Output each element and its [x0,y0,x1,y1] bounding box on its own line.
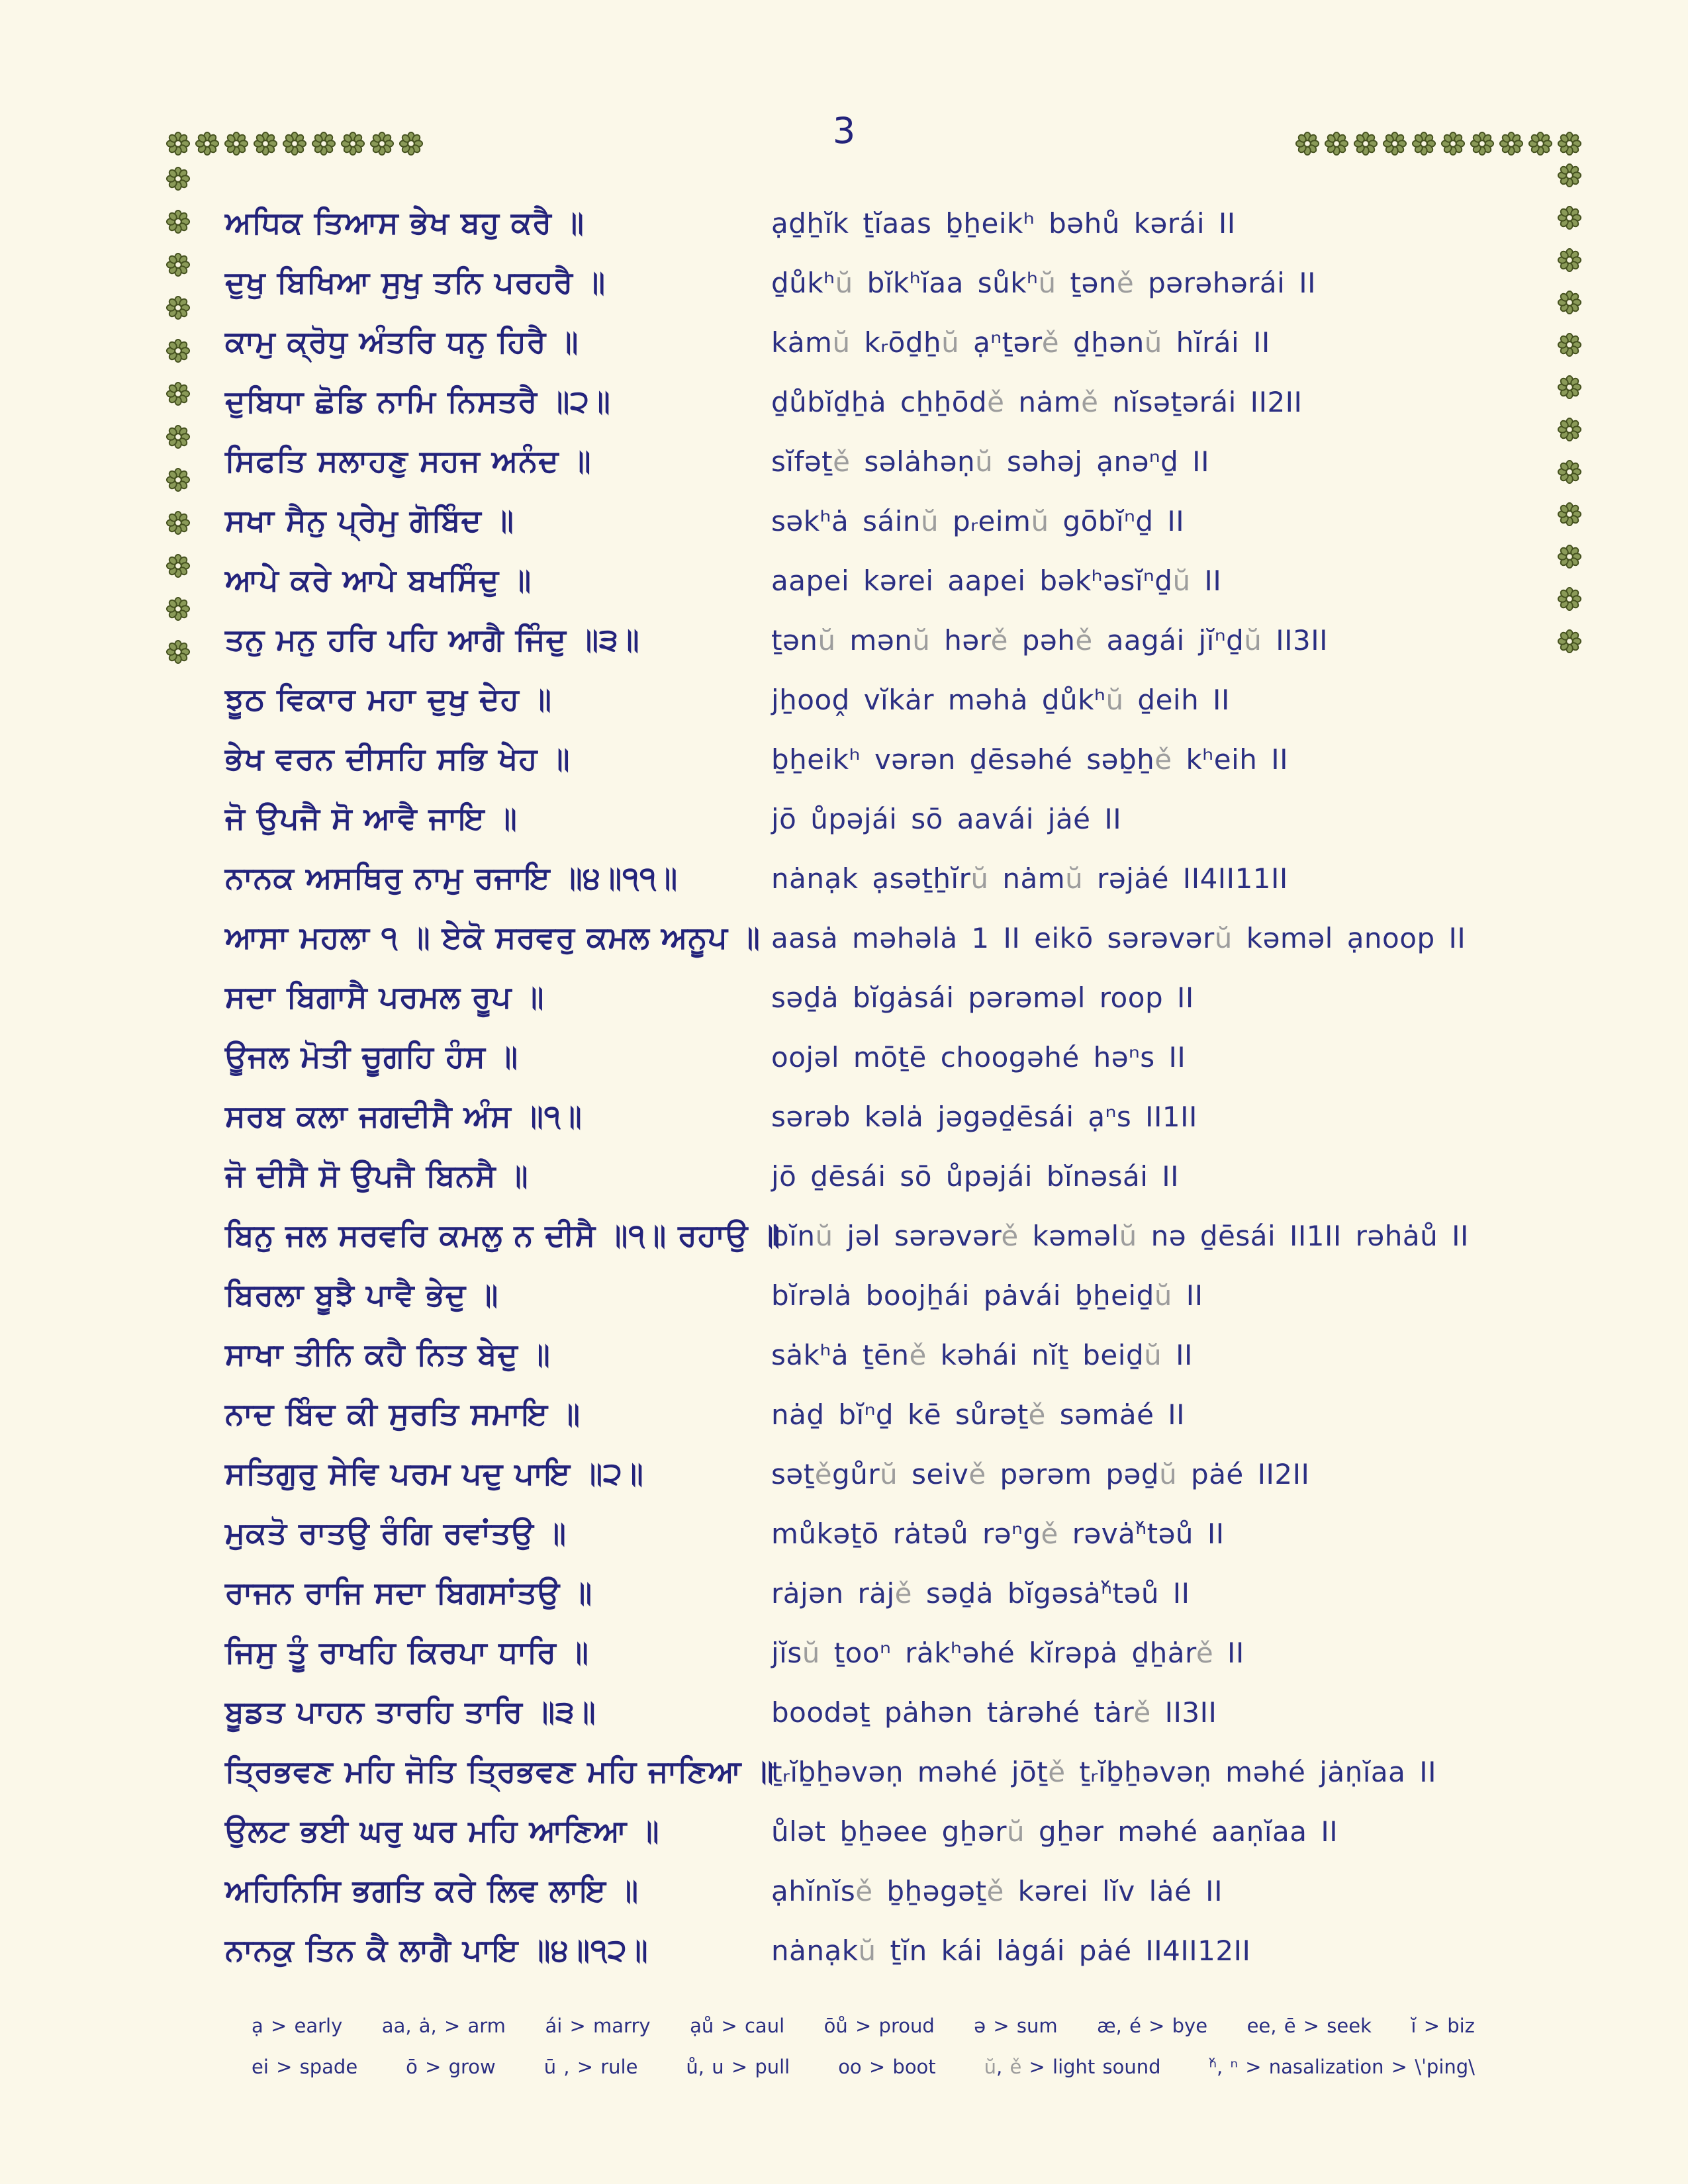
transliteration-line: sĭfəṯě səlȧhəṇŭ səhəj ạnəⁿḏ II [771,445,1209,478]
legend-item: æ, é > bye [1097,2015,1208,2037]
flower-rosette-icon [165,467,191,492]
verse-row [225,1801,1628,1861]
transliteration-line: ḏůbĭḏẖȧ cẖẖōdě nȧmě nĭsəṯərái II2II [771,385,1303,418]
transliteration-line: səkʰȧ sáinŭ pᵣeimŭ gōbĭⁿḏ II [771,504,1185,537]
gurmukhi-line: ਅਧਿਕ ਤਿਆਸ ਭੇਖ ਬਹੁ ਕਰੈ ॥ [225,205,585,240]
pronunciation-legend [252,2015,1475,2097]
verse-row [225,1563,1628,1623]
transliteration-line: ạhĭnĭsě ḇẖəgəṯě kərei lĭv lȧé II [771,1874,1223,1907]
legend-item: ō > grow [406,2056,496,2078]
transliteration-line: boodəṯ pȧhən tȧrəhé tȧrě II3II [771,1696,1217,1729]
verse-row [225,1742,1628,1801]
border-top-right [1295,131,1582,156]
gurmukhi-line: ਸਤਿਗੁਰੁ ਸੇਵਿ ਪਰਮ ਪਦੁ ਪਾਇ ॥੨॥ [225,1455,644,1491]
gurmukhi-line: ਬਿਨੁ ਜਲ ਸਰਵਰਿ ਕਮਲੁ ਨ ਦੀਸੈ ॥੧॥ ਰਹਾਉ ॥ [225,1217,781,1253]
transliteration-line: ṯənŭ mənŭ hərě pəhě aagái jĭⁿḏŭ II3II [771,623,1328,657]
gurmukhi-line: ਬਿਰਲਾ ਬੂਝੈ ਪਾਵੈ ਭੇਦੁ ॥ [225,1277,499,1312]
gurmukhi-line: ਤ੍ਰਿਭਵਣ ਮਹਿ ਜੋਤਿ ਤ੍ਰਿਭਵਣ ਮਹਿ ਜਾਣਿਆ ॥ [225,1753,774,1789]
verse-row [225,670,1628,729]
legend-item: ⁿ̌, ⁿ > nasalization > \ˈping\ [1209,2056,1475,2078]
flower-rosette-icon [282,131,307,156]
transliteration-line: nȧḏ bĭⁿḏ kē sůrəṯě səmȧé II [771,1398,1186,1431]
verse-row [225,1087,1628,1146]
transliteration-line: kȧmŭ kᵣōḏẖŭ ạⁿṯərě ḏẖənŭ hĭrái II [771,326,1270,359]
gurmukhi-line: ਅਹਿਨਿਸਿ ਭਗਤਿ ਕਰੇ ਲਿਵ ਲਾਇ ॥ [225,1872,639,1908]
legend-item: ei > spade [252,2056,358,2078]
legend-item: ĭ > biz [1411,2015,1475,2037]
verse-row [225,1265,1628,1325]
flower-rosette-icon [1295,131,1320,156]
transliteration-line: ḏůkʰŭ bĭkʰĭaa sůkʰŭ ṯəně pərəhərái II [771,266,1316,299]
gurmukhi-line: ਜੋ ਦੀਸੈ ਸੋ ਉਪਜੈ ਬਿਨਸੈ ॥ [225,1158,529,1193]
gurmukhi-line: ਸਿਫਤਿ ਸਲਾਹਣੁ ਸਹਜ ਅਨੰਦ ॥ [225,443,592,478]
transliteration-line: bĭrəlȧ boojẖái pȧvái ḇẖeiḏŭ II [771,1279,1203,1312]
transliteration-line: bĭnŭ jəl sərəvərě kəməlŭ nə ḏēsái II1II rəhȧů II [771,1219,1469,1252]
gurmukhi-line: ਸਦਾ ਬਿਗਾਸੈ ਪਰਮਲ ਰੂਪ ॥ [225,979,545,1015]
legend-item: ə > sum [974,2015,1058,2037]
gurmukhi-line: ਦੁਬਿਧਾ ਛੋਡਿ ਨਾਮਿ ਨਿਸਤਰੈ ॥੨॥ [225,383,611,419]
flower-rosette-icon [1470,131,1495,156]
legend-item: ạ > early [252,2015,343,2037]
verse-row [225,1206,1628,1265]
verse-row [225,372,1628,432]
flower-rosette-icon [165,639,191,664]
gurmukhi-line: ਸਖਾ ਸੈਨੁ ਪ੍ਰੇਮੁ ਗੋਬਿੰਦ ॥ [225,502,514,538]
flower-rosette-icon [369,131,395,156]
transliteration-line: səḏȧ bĭgȧsái pərəməl roop II [771,981,1194,1014]
transliteration-line: můkəṯō rȧtəů rəⁿgě rəvȧⁿ̌təů II [771,1517,1225,1550]
flower-rosette-icon [165,166,191,191]
verse-row [225,1146,1628,1206]
transliteration-line: ạḏẖĭk ṯĭaas ḇẖeikʰ bəhů kərái II [771,206,1236,240]
gurmukhi-line: ਝੂਠ ਵਿਕਾਰ ਮਹਾ ਦੁਖੁ ਦੇਹ ॥ [225,681,552,717]
legend-item: ōů > proud [823,2015,935,2037]
legend-item: ái > marry [545,2015,651,2037]
legend-item: ū , > rule [543,2056,638,2078]
verse-row [225,1027,1628,1087]
gurmukhi-line: ਦੁਖੁ ਬਿਖਿਆ ਸੁਖੁ ਤਨਿ ਪਰਹਰੈ ॥ [225,264,606,300]
flower-rosette-icon [165,596,191,621]
transliteration-line: rȧjən rȧjě səḏȧ bĭgəsȧⁿ̌təů II [771,1576,1190,1610]
verse-row [225,848,1628,908]
legend-row-2 [252,2056,1475,2097]
verse-table [225,193,1628,1980]
gurmukhi-line: ਆਸਾ ਮਹਲਾ ੧ ॥ ਏਕੋ ਸਰਵਰੁ ਕਮਲ ਅਨੂਪ ॥ [225,919,761,955]
flower-rosette-icon [165,295,191,320]
flower-rosette-icon [195,131,220,156]
gurmukhi-line: ਭੇਖ ਵਰਨ ਦੀਸਹਿ ਸਭਿ ਖੇਹ ॥ [225,741,571,776]
legend-item: ů, u > pull [686,2056,790,2078]
transliteration-line: ůlət ḇẖəee gẖərŭ gẖər məhé aaṇĭaa II [771,1815,1338,1848]
gurmukhi-line: ਕਾਮੁ ਕ੍ਰੋਧੁ ਅੰਤਰਿ ਧਨੁ ਹਿਰੈ ॥ [225,324,579,359]
flower-rosette-icon [1440,131,1466,156]
verse-row [225,1682,1628,1742]
flower-rosette-icon [340,131,365,156]
flower-rosette-icon [165,381,191,406]
gurmukhi-line: ਤਨੁ ਮਨੁ ਹਰਿ ਪਹਿ ਆਗੈ ਜਿੰਦੁ ॥੩॥ [225,621,640,657]
gurmukhi-line: ਜੋ ਉਪਜੈ ਸੋ ਆਵੈ ਜਾਇ ॥ [225,800,518,836]
transliteration-line: sȧkʰȧ ṯēně kəhái nĭṯ beiḏŭ II [771,1338,1193,1371]
flower-rosette-icon [1411,131,1436,156]
flower-rosette-icon [165,338,191,363]
verse-row [225,312,1628,372]
verse-row [225,729,1628,789]
transliteration-line: səṯěgůrŭ seivě pərəm pəḏŭ pȧé II2II [771,1457,1310,1490]
verse-row [225,610,1628,670]
transliteration-line: aasȧ məhəlȧ 1 II eikō sərəvərŭ kəməl ạnoop II [771,921,1466,954]
flower-rosette-icon [1557,131,1582,156]
flower-rosette-icon [165,252,191,277]
verse-row [225,193,1628,253]
transliteration-line: ḇẖeikʰ vərən ḏēsəhé səḇẖě kʰeih II [771,743,1288,776]
gurmukhi-line: ਨਾਨਕ ਅਸਥਿਰੁ ਨਾਮੁ ਰਜਾਇ ॥੪॥੧੧॥ [225,860,679,895]
flower-rosette-icon [165,510,191,535]
gurmukhi-line: ਰਾਜਨ ਰਾਜਿ ਸਦਾ ਬਿਗਸਾਂਤਉ ॥ [225,1574,593,1610]
transliteration-line: oojəl mōṯē choogəhé həⁿs II [771,1040,1186,1073]
page-number: 3 [832,110,856,152]
legend-item: aa, ȧ, > arm [381,2015,506,2037]
border-left [165,166,191,664]
gurmukhi-line: ਆਪੇ ਕਰੇ ਆਪੇ ਬਖਸਿੰਦੁ ॥ [225,562,532,598]
legend-row-1 [252,2015,1475,2056]
flower-rosette-icon [1557,163,1582,188]
verse-row [225,1921,1628,1980]
legend-item: ŭ, ě > light sound [984,2056,1161,2078]
transliteration-line: ṯᵣĭḇẖəvəṇ məhé jōṯě ṯᵣĭḇẖəvəṇ məhé jȧṇĭaa II [771,1755,1437,1788]
verse-row [225,1385,1628,1444]
gurmukhi-line: ਊਜਲ ਮੋਤੀ ਚੂਗਹਿ ਹੰਸ ॥ [225,1038,518,1074]
transliteration-line: jẖooḓ vĭkȧr məhȧ ḏůkʰŭ ḏeih II [771,683,1230,716]
verse-row [225,1444,1628,1504]
gurmukhi-line: ਨਾਨਕੁ ਤਿਨ ਕੈ ਲਾਗੈ ਪਾਇ ॥੪॥੧੨॥ [225,1932,649,1968]
legend-item: ee, ē > seek [1246,2015,1372,2037]
transliteration-line: jō ůpəjái sō aavái jȧé II [771,802,1122,835]
flower-rosette-icon [1324,131,1349,156]
gurmukhi-line: ਮੁਕਤੋ ਰਾਤਉ ਰੰਗਿ ਰਵਾਂਤਉ ॥ [225,1515,567,1551]
verse-row [225,968,1628,1027]
flower-rosette-icon [311,131,336,156]
transliteration-line: jō ḏēsái sō ůpəjái bĭnəsái II [771,1160,1180,1193]
verse-row [225,253,1628,312]
transliteration-line: aapei kərei aapei bəkʰəsĭⁿḏŭ II [771,564,1222,597]
flower-rosette-icon [253,131,278,156]
verse-row [225,1504,1628,1563]
gurmukhi-line: ਸਾਖਾ ਤੀਨਿ ਕਹੈ ਨਿਤ ਬੇਦੁ ॥ [225,1336,551,1372]
gurmukhi-line: ਜਿਸੁ ਤੂੰ ਰਾਖਹਿ ਕਿਰਪਾ ਧਾਰਿ ॥ [225,1634,589,1670]
gurmukhi-line: ਬੂਡਤ ਪਾਹਨ ਤਾਰਹਿ ਤਾਰਿ ॥੩॥ [225,1694,596,1729]
gurmukhi-line: ਉਲਟ ਭਈ ਘਰੁ ਘਰ ਮਹਿ ਆਣਿਆ ॥ [225,1813,660,1848]
transliteration-line: jĭsŭ ṯooⁿ rȧkʰəhé kĭrəpȧ ḏẖȧrě II [771,1636,1244,1669]
verse-row [225,908,1628,968]
flower-rosette-icon [399,131,424,156]
transliteration-line: nȧnạk ạsəṯẖĭrŭ nȧmŭ rəjȧé II4II11II [771,862,1288,895]
gurmukhi-line: ਨਾਦ ਬਿੰਦ ਕੀ ਸੁਰਤਿ ਸਮਾਇ ॥ [225,1396,581,1432]
transliteration-line: sərəb kəlȧ jəgəḏēsái ạⁿs II1II [771,1100,1197,1133]
legend-item: oo > boot [838,2056,936,2078]
transliteration-line: nȧnạkŭ ṯĭn kái lȧgái pȧé II4II12II [771,1934,1251,1967]
flower-rosette-icon [165,131,191,156]
verse-row [225,789,1628,848]
flower-rosette-icon [1353,131,1378,156]
border-top-left [165,131,424,156]
verse-row [225,1623,1628,1682]
flower-rosette-icon [1528,131,1553,156]
gurmukhi-line: ਸਰਬ ਕਲਾ ਜਗਦੀਸੈ ਅੰਸ ॥੧॥ [225,1098,583,1134]
verse-row [225,1861,1628,1921]
legend-item: ạů > caul [690,2015,785,2037]
flower-rosette-icon [165,209,191,234]
flower-rosette-icon [1382,131,1407,156]
flower-rosette-icon [165,424,191,449]
flower-rosette-icon [165,553,191,578]
flower-rosette-icon [224,131,249,156]
verse-row [225,432,1628,491]
flower-rosette-icon [1499,131,1524,156]
verse-row [225,491,1628,551]
verse-row [225,1325,1628,1385]
verse-row [225,551,1628,610]
